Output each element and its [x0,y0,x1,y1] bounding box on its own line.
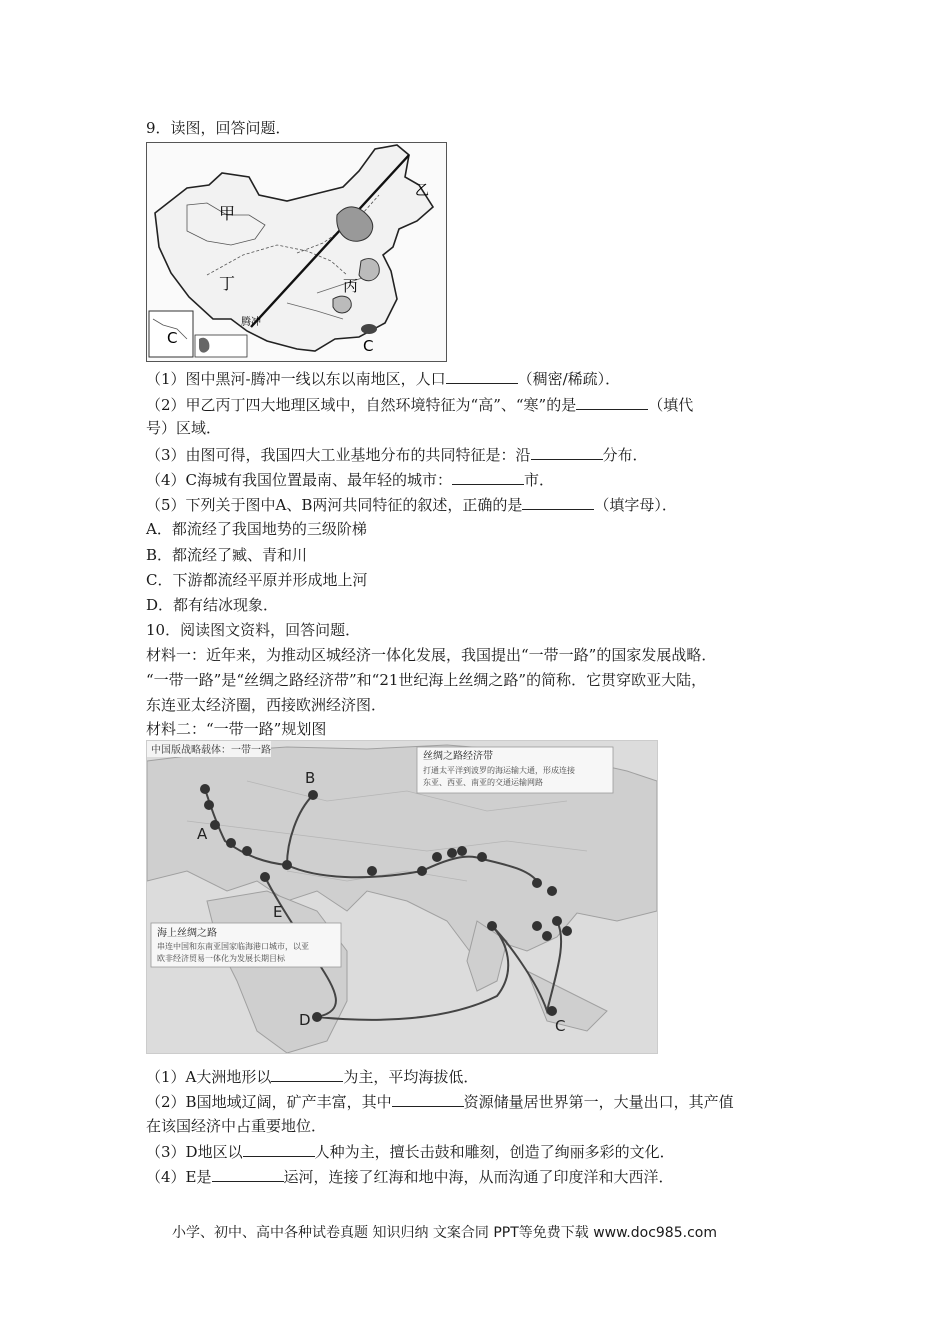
q10-material2: 材料二：“一带一路”规划图 [146,720,327,738]
belt-road-map [146,740,658,1054]
answer-blank-10-2[interactable] [392,1091,464,1107]
land-route-desc-1: 打通太平洋到波罗的海运输大通，形成连接 [423,766,575,775]
q9-option-a: A．都流经了我国地势的三级阶梯 [146,520,367,538]
q9-sub-4: （4）C海城有我国位置最南、最年轻的城市： 市． [146,471,555,489]
q10-material1-line3: 东连亚太经济圈，西接欧洲经济图． [146,696,387,714]
map-label-c-inset: C [167,329,178,347]
q9-sub-2-cont: 号）区域． [146,419,222,437]
q9-option-c: C．下游都流经平原并形成地上河 [146,571,368,589]
q10-sub-2-cont: 在该国经济中占重要地位． [146,1117,327,1135]
map-point-e: E [273,903,283,921]
q10-material1-line1: 材料一：近年来，为推动区城经济一体化发展，我国提出“一带一路”的国家发展战略． [146,646,717,664]
map-label-tengchong: 腾冲 [241,317,261,328]
q9-sub-3: （3）由图可得，我国四大工业基地分布的共同特征是：沿 分布． [146,446,648,464]
map-label-c-sea: C [363,337,374,355]
sea-route-desc-2: 欧非经济贸易一体化为发展长期目标 [157,954,285,963]
map-point-d: D [299,1011,311,1029]
q9-sub-5: （5）下列关于图中A、B两河共同特征的叙述，正确的是 （填字母）． [146,496,677,514]
map-point-c: C [555,1017,566,1035]
land-route-title: 丝绸之路经济带 [423,751,493,762]
map-label-bing: 丙 [343,277,359,295]
belt-road-map-drawing [147,741,657,1053]
page-footer: 小学、初中、高中各种试卷真题 知识归纳 文案合同 PPT等免费下载 www.doc985.com [172,1225,717,1241]
china-map-drawing [147,143,446,361]
q9-title: 9．读图，回答问题． [146,119,291,137]
map-label-ding: 丁 [219,274,236,293]
answer-blank-9-4[interactable] [452,469,524,485]
answer-blank-10-3[interactable] [243,1141,315,1157]
answer-blank-10-1[interactable] [271,1066,343,1082]
map-label-yi: 乙 [415,183,429,199]
q10-sub-4: （4）E是 运河，连接了红海和地中海，从而沟通了印度洋和大西洋． [146,1168,674,1186]
answer-blank-10-4[interactable] [212,1166,284,1182]
answer-blank-9-2[interactable] [576,394,648,410]
map-point-b: B [305,769,316,787]
map-header: 中国版战略载体：一带一路 [151,745,271,756]
q10-sub-2: （2）B国地域辽阔，矿产丰富，其中 资源储量居世界第一，大量出口，其产值 [146,1093,734,1111]
answer-blank-9-1[interactable] [446,368,518,384]
map-label-jia: 甲 [219,204,236,223]
q10-sub-3: （3）D地区以 人种为主，擅长击鼓和雕刻，创造了绚丽多彩的文化． [146,1143,675,1161]
q10-sub-1: （1）A大洲地形以 为主，平均海拔低． [146,1068,479,1086]
china-map [146,142,447,362]
answer-blank-9-5[interactable] [522,494,594,510]
q9-sub-2: （2）甲乙丙丁四大地理区域中，自然环境特征为“高”、“寒”的是 （填代 [146,396,694,414]
q10-title: 10．阅读图文资料，回答问题． [146,621,361,639]
q9-sub-1: （1）图中黑河-腾冲一线以东以南地区，人口 （稠密/稀疏）． [146,370,621,388]
sea-route-title: 海上丝绸之路 [157,928,217,939]
land-route-desc-2: 东亚、西亚、南亚的交通运输网路 [423,778,543,787]
q9-option-d: D．都有结冰现象． [146,596,279,614]
sea-route-desc-1: 串连中国和东南亚国家临海港口城市，以亚 [157,942,309,951]
q10-material1-line2: “一带一路”是“丝绸之路经济带”和“21世纪海上丝绸之路”的简称．它贯穿欧亚大陆， [146,671,707,689]
answer-blank-9-3[interactable] [531,444,603,460]
map-point-a: A [197,825,208,843]
q9-option-b: B．都流经了臧、青和川 [146,546,308,564]
